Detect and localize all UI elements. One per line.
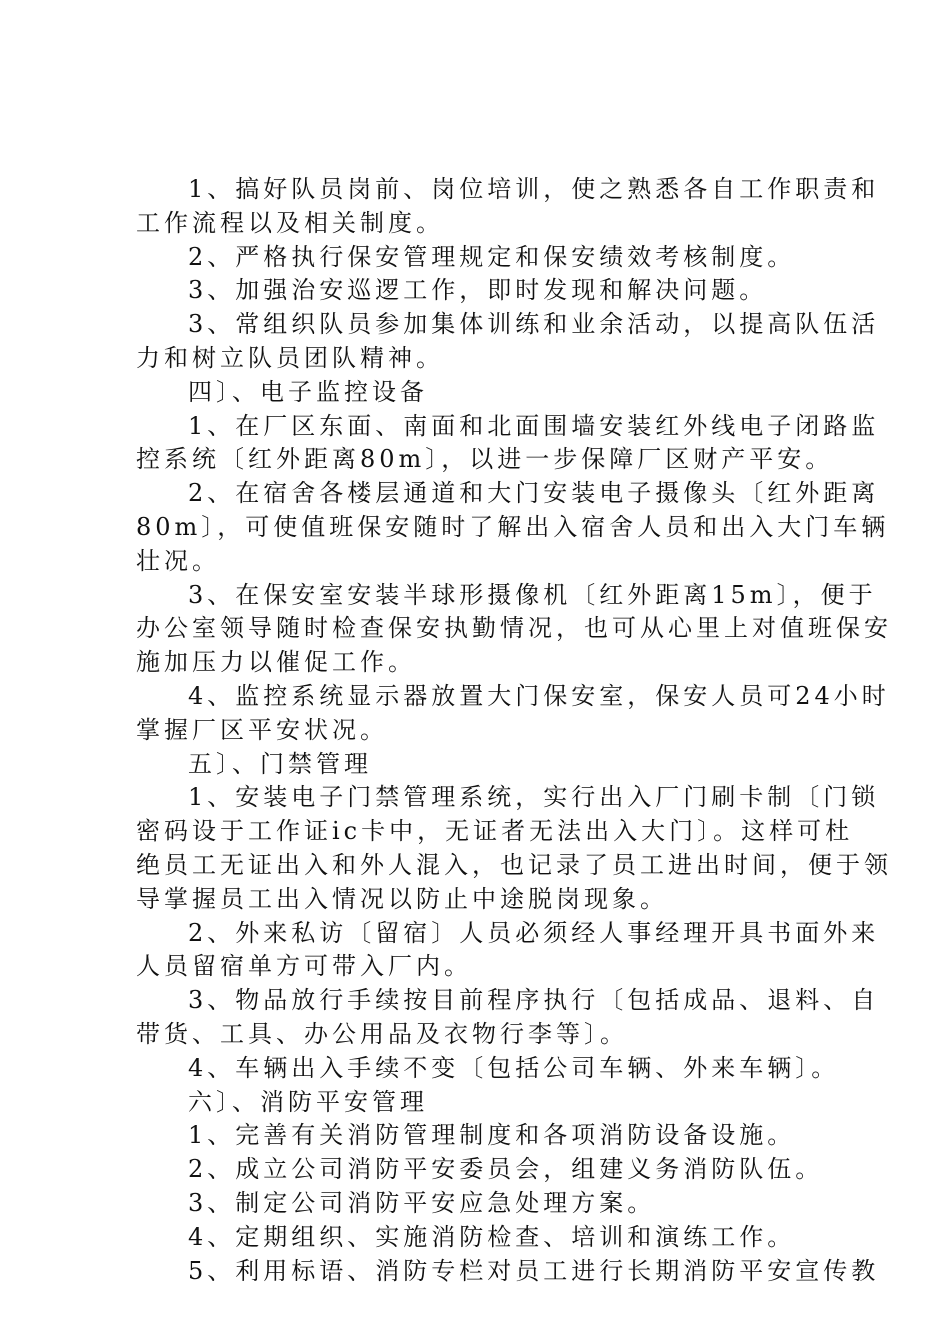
text-line: 2、严格执行保安管理规定和保安绩效考核制度。: [188, 242, 796, 271]
text-line: 壮况。: [136, 546, 220, 575]
text-line: 3、在保安室安装半球形摄像机〔红外距离15m〕，便于: [188, 580, 877, 609]
text-line: 四〕、电子监控设备: [188, 377, 428, 406]
text-line: 5、利用标语、消防专栏对员工进行长期消防平安宣传教: [188, 1256, 880, 1285]
text-line: 施加压力以催促工作。: [136, 648, 416, 677]
text-line: 力和树立队员团队精神。: [136, 343, 444, 372]
paragraph: [136, 748, 824, 782]
paragraph: [136, 1153, 824, 1187]
text-line: 4、监控系统显示器放置大门保安室，保安人员可24小时: [188, 681, 890, 710]
document-body: [136, 173, 892, 1288]
paragraph: [136, 410, 880, 478]
paragraph: [136, 1255, 880, 1289]
paragraph: [136, 308, 880, 376]
text-line: 2、成立公司消防平安委员会，组建义务消防队伍。: [188, 1155, 824, 1184]
paragraph: [136, 984, 880, 1052]
paragraph: [136, 1119, 824, 1153]
text-line: 控系统〔红外距离80m〕，以进一步保障厂区财产平安。: [136, 445, 834, 474]
paragraph: [136, 579, 892, 680]
text-line: 带货、工具、办公用品及衣物行李等〕。: [136, 1019, 628, 1048]
text-line: 2、外来私访〔留宿〕人员必须经人事经理开具书面外来: [188, 918, 880, 947]
text-line: 2、在宿舍各楼层通道和大门安装电子摄像头〔红外距离: [188, 479, 880, 508]
paragraph: [136, 477, 890, 578]
text-line: 1、完善有关消防管理制度和各项消防设备设施。: [188, 1121, 796, 1150]
paragraph: [136, 274, 824, 308]
text-line: 绝员工无证出入和外人混入，也记录了员工进出时间，便于领: [136, 850, 892, 879]
text-line: 六〕、消防平安管理: [188, 1087, 428, 1116]
text-line: 80m〕，可使值班保安随时了解出入宿舍人员和出入大门车辆: [136, 512, 890, 541]
text-line: 1、搞好队员岗前、岗位培训，使之熟悉各自工作职责和: [188, 175, 880, 203]
text-line: 五〕、门禁管理: [188, 749, 372, 778]
text-line: 3、常组织队员参加集体训练和业余活动，以提高队伍活: [188, 310, 880, 339]
text-line: 3、制定公司消防平安应急处理方案。: [188, 1188, 656, 1217]
paragraph: [136, 241, 824, 275]
text-line: 工作流程以及相关制度。: [136, 208, 444, 237]
paragraph: [136, 1086, 824, 1120]
text-line: 密码设于工作证ic卡中，无证者无法出入大门〕。这样可杜: [136, 817, 854, 846]
paragraph: [136, 680, 890, 748]
text-line: 4、定期组织、实施消防检查、培训和演练工作。: [188, 1222, 796, 1251]
text-line: 掌握厂区平安状况。: [136, 715, 388, 744]
paragraph: [136, 1187, 824, 1221]
paragraph: [136, 781, 892, 916]
text-line: 1、安装电子门禁管理系统，实行出入厂门刷卡制〔门锁: [188, 783, 880, 812]
text-line: 4、车辆出入手续不变〔包括公司车辆、外来车辆〕。: [188, 1053, 840, 1082]
paragraph: [136, 376, 824, 410]
text-line: 3、物品放行手续按目前程序执行〔包括成品、退料、自: [188, 986, 880, 1015]
text-line: 办公室领导随时检查保安执勤情况，也可从心里上对值班保安: [136, 614, 892, 643]
paragraph: [136, 1052, 840, 1086]
text-line: 导掌握员工出入情况以防止中途脱岗现象。: [136, 884, 668, 913]
text-line: 1、在厂区东面、南面和北面围墙安装红外线电子闭路监: [188, 411, 880, 440]
paragraph: [136, 917, 880, 985]
paragraph: [136, 1221, 824, 1255]
text-line: 人员留宿单方可带入厂内。: [136, 952, 472, 981]
paragraph: [136, 173, 880, 241]
text-line: 3、加强治安巡逻工作，即时发现和解决问题。: [188, 276, 768, 305]
